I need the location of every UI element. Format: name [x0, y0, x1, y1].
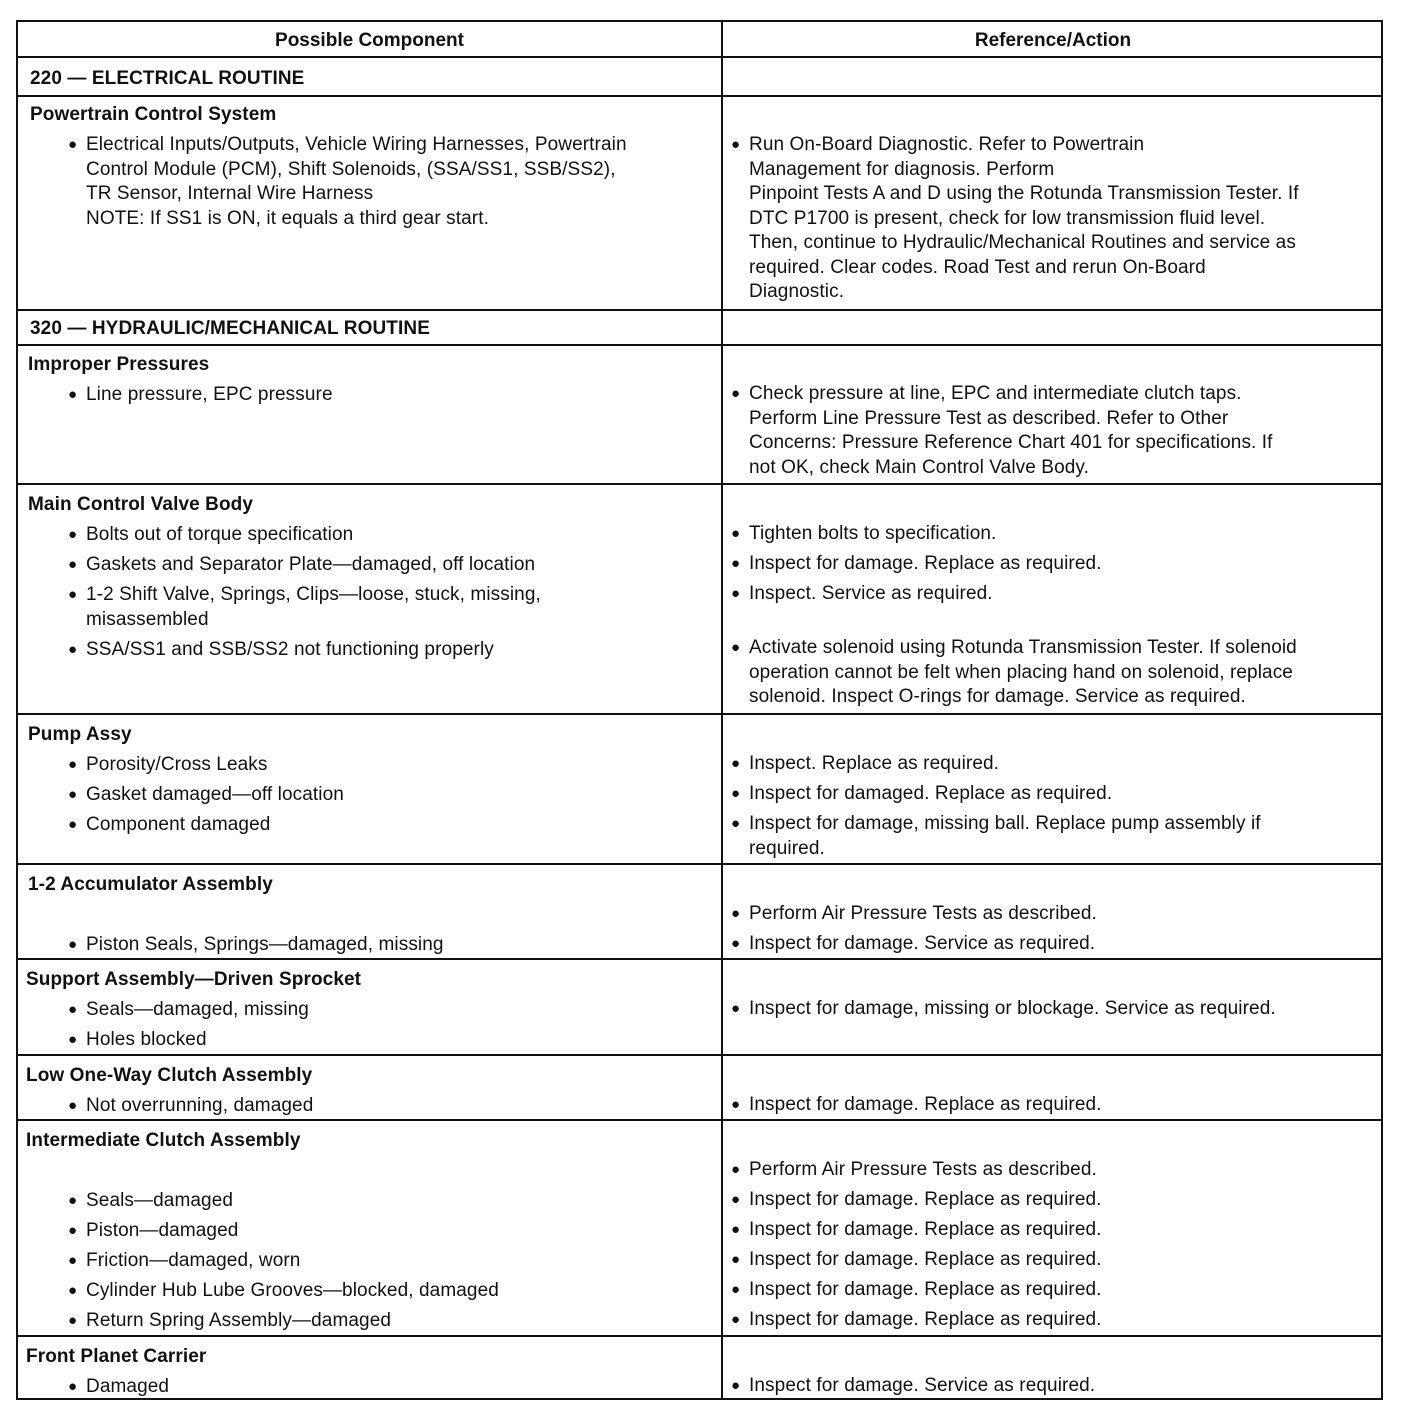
action-item: ● Inspect for damage. Replace as required. [749, 1188, 1102, 1213]
row-divider [18, 56, 1381, 58]
component-item: ● Damaged [86, 1375, 169, 1400]
component-item: ● Piston Seals, Springs—damaged, missing [86, 933, 444, 958]
support-assembly-title: Support Assembly—Driven Sprocket [26, 969, 362, 990]
action-item: ● Inspect for damage, missing or blockage. Service as required. [749, 997, 1276, 1022]
component-item: ● SSA/SS1 and SSB/SS2 not functioning properly [86, 638, 494, 663]
component-item: ● Bolts out of torque specification [86, 523, 353, 548]
row-divider [18, 1119, 1381, 1121]
component-item: ● 1-2 Shift Valve, Springs, Clips—loose, stuck, missing, misassembled [86, 583, 541, 632]
row-divider [18, 958, 1381, 960]
action-item: ● Inspect for damage. Replace as required. [749, 1218, 1102, 1243]
row-divider [18, 95, 1381, 97]
component-item: ● Porosity/Cross Leaks [86, 753, 268, 778]
section-320-title: 320 — HYDRAULIC/MECHANICAL ROUTINE [30, 318, 430, 339]
component-item: ● Gaskets and Separator Plate—damaged, off location [86, 553, 535, 578]
accumulator-assembly-title: 1-2 Accumulator Assembly [28, 874, 273, 895]
action-item: ● Inspect for damage. Service as required. [749, 932, 1095, 957]
pump-assy-title: Pump Assy [28, 724, 132, 745]
action-item: ● Inspect for damage. Service as required. [749, 1374, 1095, 1399]
component-item: ● Friction—damaged, worn [86, 1249, 300, 1274]
action-item: ● Perform Air Pressure Tests as described. [749, 1158, 1097, 1183]
diagnosis-table [16, 20, 1383, 1400]
component-item: ● Seals—damaged, missing [86, 998, 309, 1023]
row-divider [18, 344, 1381, 346]
action-item: ● Inspect for damage. Replace as required. [749, 1308, 1102, 1333]
action-item: ● Inspect for damage. Replace as required. [749, 1278, 1102, 1303]
component-item: ● Not overrunning, damaged [86, 1094, 313, 1119]
header-possible-component: Possible Component [275, 30, 464, 51]
action-item: ● Inspect for damage. Replace as required. [749, 552, 1102, 577]
component-item: ● Gasket damaged—off location [86, 783, 344, 808]
main-control-valve-body-title: Main Control Valve Body [28, 494, 254, 515]
row-divider [18, 713, 1381, 715]
action-item: ● Inspect for damage. Replace as required. [749, 1093, 1102, 1118]
action-item: ● Inspect. Replace as required. [749, 752, 999, 777]
component-item: ● Electrical Inputs/Outputs, Vehicle Wiring Harnesses, Powertrain Control Module (PCM), Shift Solenoids, (SSA/SS1, SSB/SS2), TR Sensor, Internal Wire Harness NOTE: If SS1 is ON, it equals a third gear start. [86, 133, 627, 231]
row-divider [18, 1054, 1381, 1056]
action-item: ● Inspect for damage. Replace as required. [749, 1248, 1102, 1273]
row-divider [18, 309, 1381, 311]
component-item: ● Piston—damaged [86, 1219, 238, 1244]
improper-pressures-title: Improper Pressures [28, 354, 210, 375]
component-item: ● Holes blocked [86, 1028, 207, 1053]
intermediate-clutch-title: Intermediate Clutch Assembly [26, 1130, 301, 1151]
component-item: ● Cylinder Hub Lube Grooves—blocked, damaged [86, 1279, 499, 1304]
component-item: ● Component damaged [86, 813, 270, 838]
action-item: ● Run On-Board Diagnostic. Refer to Powertrain Management for diagnosis. Perform Pinpoint Tests A and D using the Rotunda Transmission Tester. If DTC P1700 is present, check for low transmission fluid level. Then, continue to Hydraulic/Mechanical Routines and service as required. Clear codes. Road Test and rerun On-Board Diagnostic. [749, 133, 1299, 305]
action-item: ● Inspect for damaged. Replace as required. [749, 782, 1112, 807]
powertrain-control-system-title: Powertrain Control System [30, 104, 277, 125]
component-item: ● Return Spring Assembly—damaged [86, 1309, 391, 1334]
row-divider [18, 483, 1381, 485]
header-reference-action: Reference/Action [974, 30, 1132, 51]
action-item: ● Check pressure at line, EPC and intermediate clutch taps. Perform Line Pressure Test as described. Refer to Other Concerns: Pressure Reference Chart 401 for specifications. If not OK, check Main Control Valve Body. [749, 382, 1273, 480]
component-item: ● Line pressure, EPC pressure [86, 383, 333, 408]
action-item: ● Tighten bolts to specification. [749, 522, 996, 547]
row-divider [18, 1335, 1381, 1337]
column-divider [721, 22, 723, 1398]
low-one-way-clutch-title: Low One-Way Clutch Assembly [26, 1065, 313, 1086]
action-item: ● Perform Air Pressure Tests as described. [749, 902, 1097, 927]
action-item: ● Activate solenoid using Rotunda Transmission Tester. If solenoid operation cannot be felt when placing hand on solenoid, replace solenoid. Inspect O-rings for damage. Service as required. [749, 636, 1297, 710]
action-item: ● Inspect. Service as required. [749, 582, 993, 607]
row-divider [18, 863, 1381, 865]
action-item: ● Inspect for damage, missing ball. Replace pump assembly if required. [749, 812, 1261, 861]
front-planet-carrier-title: Front Planet Carrier [26, 1346, 207, 1367]
section-220-title: 220 — ELECTRICAL ROUTINE [30, 68, 305, 89]
component-item: ● Seals—damaged [86, 1189, 233, 1214]
